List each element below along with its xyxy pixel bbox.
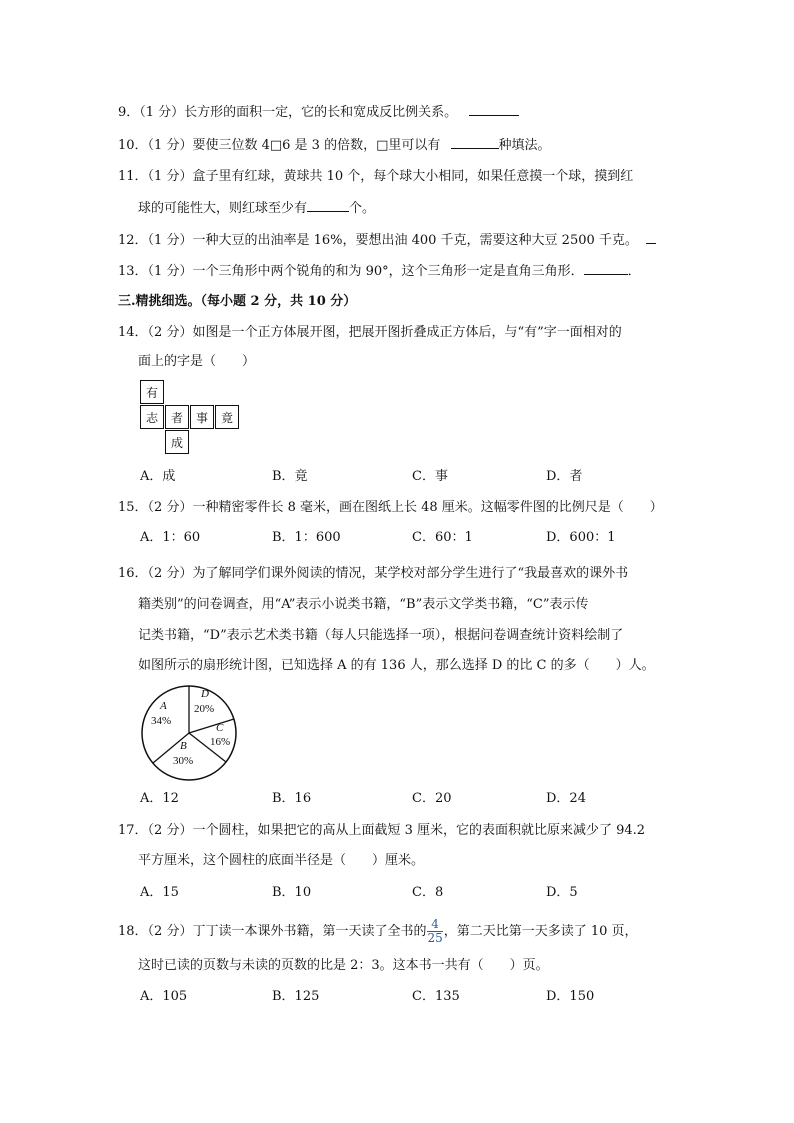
option-c[interactable]: C．60：1 [412,530,473,545]
question-11-tail: 个。 [349,201,376,216]
question-18-options [140,988,660,1006]
option-d[interactable]: D．者 [546,469,583,484]
question-10 [118,136,551,155]
option-a[interactable]: A．105 [140,989,188,1004]
cube-net-figure [140,380,242,456]
question-17-line1: 17．（2 分）一个圆柱，如果把它的高从上面截短 3 厘米，它的表面积就比原来减少了 94.2 [118,823,646,838]
option-a[interactable]: A．15 [140,885,179,900]
section-header: 三.精挑细选。（每小题 2 分，共 10 分） [118,294,357,309]
option-a[interactable]: A．12 [140,791,179,806]
option-c[interactable]: C．20 [412,791,452,806]
net-cell: 者 [165,405,189,429]
pie-label-b: B [180,740,187,752]
question-15-options [140,529,660,547]
option-b[interactable]: B．竟 [272,469,308,484]
question-10-tail: 种填法。 [498,138,551,153]
pie-chart-figure [138,683,240,783]
option-b[interactable]: B．16 [272,791,312,806]
question-17-options [140,884,660,902]
question-16-options [140,790,660,808]
option-a[interactable]: A．1：60 [140,530,201,545]
net-cell: 竟 [215,405,239,429]
answer-blank[interactable] [451,136,499,149]
fraction [427,918,442,945]
answer-blank[interactable] [584,262,628,275]
answer-blank[interactable] [307,199,349,212]
pie-pct-d: 20% [194,703,215,715]
net-cell: 成 [165,430,189,454]
question-13 [118,262,641,281]
question-9 [118,103,519,122]
question-16-line1: 16．（2 分）为了解同学们课外阅读的情况，某学校对部分学生进行了“我最喜欢的课外书 [118,566,629,581]
question-13-tail: ． [627,264,641,279]
option-d[interactable]: D．24 [546,791,586,806]
option-c[interactable]: C．事 [412,469,448,484]
pie-label-d: D [201,688,209,700]
pie-label-c: C [216,722,224,734]
pie-label-a: A [160,700,167,712]
question-9-text: 9．（1 分）长方形的面积一定，它的长和宽成反比例关系。 [118,105,458,120]
option-d[interactable]: D．600：1 [546,530,616,545]
question-10-text: 10．（1 分）要使三位数 4□6 是 3 的倍数，□里可以有 [118,138,441,153]
question-12-text: 12．（1 分）一种大豆的出油率是 16%，要想出油 400 千克，需要这种大豆 2500 千克。 [118,233,638,248]
net-cell: 事 [190,405,214,429]
option-c[interactable]: C．135 [412,989,460,1004]
answer-blank[interactable] [469,103,519,116]
net-cell: 有 [140,380,164,404]
question-12 [118,231,656,250]
question-14-line1: 14．（2 分）如图是一个正方体展开图，把展开图折叠成正方体后，与“有”字一面相对的 [118,325,622,340]
question-15-text: 15．（2 分）一种精密零件长 8 毫米，画在图纸上长 48 厘米。这幅零件图的比例尺是（ ） [118,500,663,515]
pie-pct-b: 30% [173,755,194,767]
pie-pct-c: 16% [210,736,231,748]
question-18-text: 18．（2 分）丁丁读一本课外书籍，第一天读了全书的 [118,924,427,939]
option-d[interactable]: D．5 [546,885,578,900]
question-16-line2: 籍类别”的问卷调查，用“A”表示小说类书籍，“B”表示文学类书籍，“C”表示传 [138,597,589,612]
option-b[interactable]: B．125 [272,989,320,1004]
question-14-options [140,468,660,486]
fraction-numerator: 4 [427,918,442,932]
question-11-text: 球的可能性大，则红球至少有 [138,201,308,216]
question-17-line2: 平方厘米，这个圆柱的底面半径是（ ）厘米。 [138,853,425,868]
question-11-line1: 11．（1 分）盒子里有红球，黄球共 10 个，每个球大小相同，如果任意摸一个球，摸到红 [118,169,634,184]
question-14-line2: 面上的字是（ ） [138,354,256,369]
option-d[interactable]: D．150 [546,989,595,1004]
question-16-line3: 记类书籍，“D”表示艺术类书籍（每人只能选择一项），根据问卷调查统计资料绘制了 [138,628,624,643]
option-b[interactable]: B．1：600 [272,530,341,545]
question-16-line4: 如图所示的扇形统计图，已知选择 A 的有 136 人，那么选择 D 的比 C 的多（ ）人。 [138,658,655,673]
question-18-line2: 这时已读的页数与未读的页数的比是 2：3。这本书一共有（ ）页。 [138,958,549,973]
option-a[interactable]: A．成 [140,469,176,484]
question-11-line2 [138,199,375,218]
question-18-text-cont: ，第二天比第一天多读了 10 页， [443,924,638,939]
answer-blank[interactable] [646,231,656,244]
option-c[interactable]: C．8 [412,885,444,900]
pie-pct-a: 34% [151,715,172,727]
option-b[interactable]: B．10 [272,885,312,900]
question-13-text: 13．（1 分）一个三角形中两个锐角的和为 90°，这个三角形一定是直角三角形． [118,264,584,279]
question-18-line1 [118,918,638,945]
fraction-denominator: 25 [427,931,443,945]
net-cell: 志 [140,405,164,429]
